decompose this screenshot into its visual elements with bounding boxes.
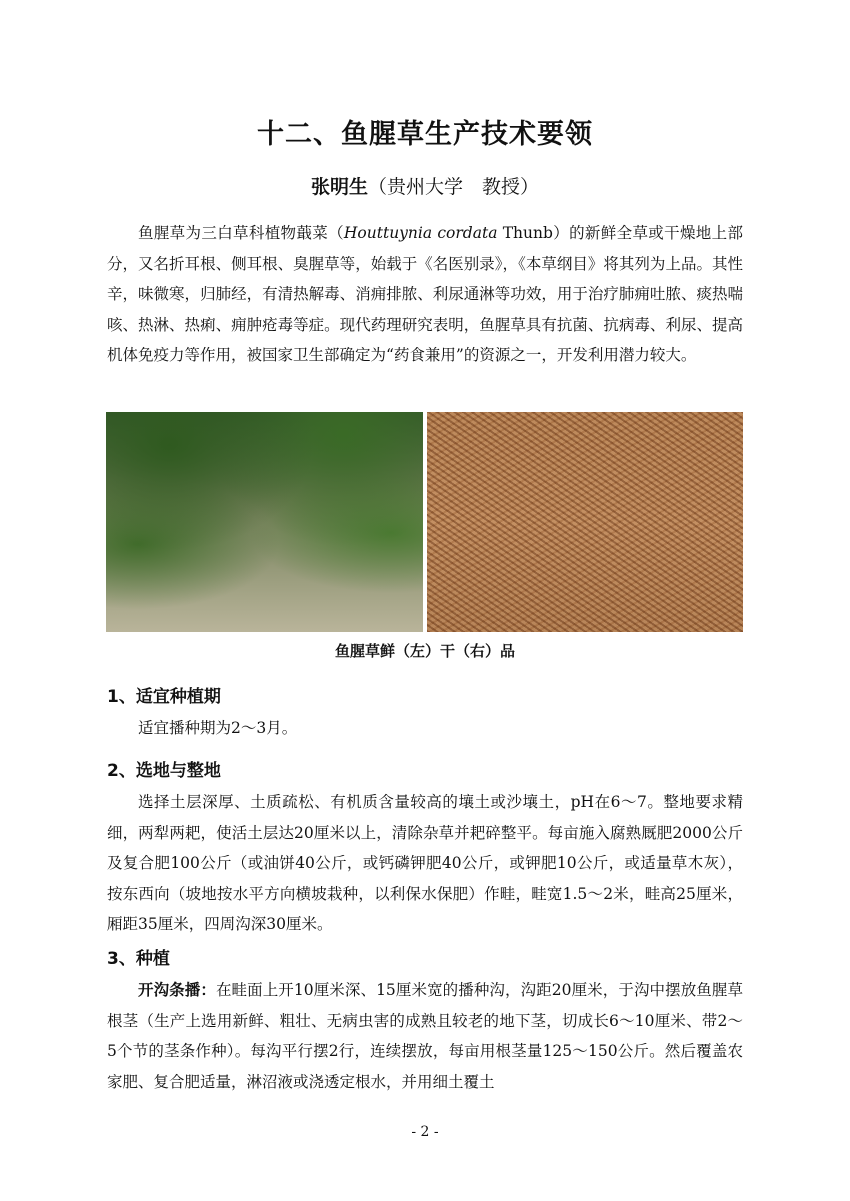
section-heading-1: 1、适宜种植期 (107, 687, 221, 707)
intro-paragraph (107, 218, 743, 371)
page-title: 十二、鱼腥草生产技术要领 (257, 119, 593, 150)
latin-name: Houttuynia cordata (343, 224, 498, 242)
section-heading-2: 2、选地与整地 (107, 761, 221, 781)
dried-herb-photo (427, 412, 744, 632)
author-line (0, 172, 850, 199)
author-name: 张明生 (310, 176, 368, 198)
section-text-3 (107, 975, 743, 1097)
page-number: - 2 - (411, 1124, 439, 1140)
section-text-2: 选择土层深厚、土质疏松、有机质含量较高的壤土或沙壤土，pH在6～7。整地要求精细，两犁两耙，使活土层达20厘米以上，清除杂草并耙碎整平。每亩施入腐熟厩肥2000公斤及复合肥100公斤（或油饼40公斤，或钙磷钾肥40公斤，或钾肥10公斤，或适量草木灰），按东西向（坡地按水平方向横坡栽种，以利保水保肥）作畦，畦宽1.5～2米，畦高25厘米，厢距35厘米，四周沟深30厘米。 (107, 793, 743, 933)
figure-images (106, 412, 743, 632)
intro-text-rest: Thunb）的新鲜全草或干燥地上部分，又名折耳根、侧耳根、臭腥草等，始载于《名医别录》，《本草纲目》将其列为上品。其性辛，味微寒，归肺经，有清热解毒、消痈排脓、利尿通淋等功效，用于治疗肺痈吐脓、痰热喘咳、热淋、热痢、痈肿疮毒等症。现代药理研究表明，鱼腥草具有抗菌、抗病毒、利尿、提高机体免疫力等作用，被国家卫生部确定为“药食兼用”的资源之一，开发利用潜力较大。 (107, 224, 743, 364)
section-text-1: 适宜播种期为2～3月。 (138, 719, 298, 737)
section-lead-3: 开沟条播： (138, 981, 216, 999)
section-heading-3: 3、种植 (107, 949, 170, 969)
fresh-herb-photo (106, 412, 423, 632)
figure-caption: 鱼腥草鲜（左）干（右）品 (334, 642, 515, 660)
section-body-3: 在畦面上开10厘米深、15厘米宽的播种沟，沟距20厘米，于沟中摆放鱼腥草根茎（生产上选用新鲜、粗壮、无病虫害的成熟且较老的地下茎，切成长6～10厘米、带2～5个节的茎条作种）。每沟平行摆2行，连续摆放，每亩用根茎量125～150公斤。然后覆盖农家肥、复合肥适量，淋沼液或浇透定根水，并用细土覆土 (107, 981, 743, 1091)
author-affiliation: （贵州大学 教授） (368, 176, 540, 198)
intro-text-start: 鱼腥草为三白草科植物蕺菜（ (138, 224, 344, 242)
